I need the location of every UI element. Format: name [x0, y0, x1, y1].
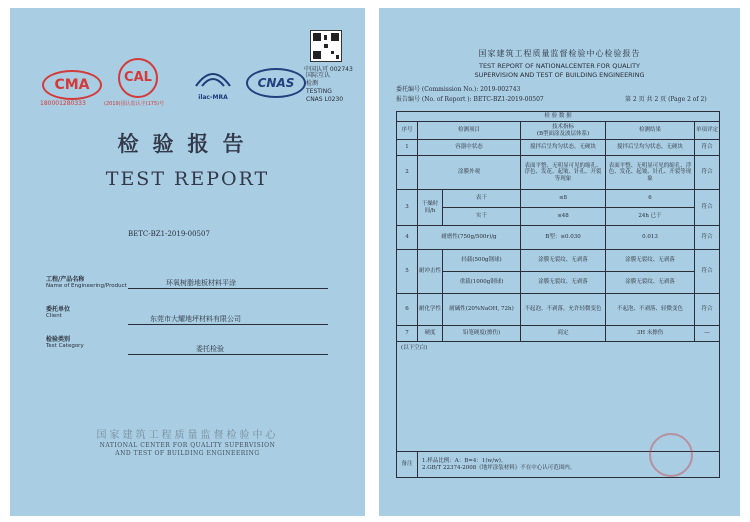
- report-number: BETC-BZ1-2019-00507: [128, 230, 210, 238]
- field-test-category-value: 委托检验: [196, 345, 224, 353]
- official-seal-stamp: [649, 433, 693, 477]
- center-name-cn: 国家建筑工程质量监督检验中心: [96, 430, 279, 441]
- table-row: 7 硬度 铅笔硬度(擦伤) 商定 3H 未擦伤 —: [397, 326, 720, 342]
- col-item: 检测项目: [418, 122, 521, 140]
- center-name-en-line1: NATIONAL CENTER FOR QUALITY SUPERVISION: [99, 442, 276, 449]
- accreditation-cert-number: 中国认可 002743: [304, 66, 353, 73]
- page-indicator: 第 2 页 共 2 页 (Page 2 of 2): [625, 96, 707, 103]
- report-data-page: [379, 8, 740, 516]
- center-name-en-line2: AND TEST OF BUILDING ENGINEERING: [115, 450, 260, 457]
- qr-code: [310, 30, 342, 62]
- report-title-en: TEST REPORT: [105, 168, 270, 190]
- cal-caption: (2019)国认监认字(175)号: [104, 101, 165, 107]
- field-client: 委托单位 Client 东莞市大耀地坪材料有限公司: [46, 304, 336, 319]
- report-cover-page: [10, 8, 365, 516]
- table-row: 重载(1000g钢球) 涂膜无裂纹、无剥落 涂膜无裂纹、无剥落: [397, 272, 720, 294]
- col-no: 序号: [397, 122, 418, 140]
- col-result: 检测结果: [606, 122, 695, 140]
- remarks-row: 备注 1.样品比例：A：B=4：1(w/w)。 2.GB/T 22374-2008《地坪涂装材料》不在中心认可范围内。: [397, 452, 720, 478]
- cma-number: 180001280333: [40, 100, 86, 107]
- field-test-category: 检验类别 Test Category 委托检验: [46, 334, 336, 349]
- blank-section-row: (以下空白): [397, 342, 720, 452]
- report-header-en-line1: TEST REPORT OF NATIONALCENTER FOR QUALITY: [478, 62, 641, 70]
- report-title-cn: 检验报告: [117, 131, 258, 156]
- report-header-cn: 国家建筑工程质量监督检验中心检验报告: [478, 49, 641, 58]
- table-row: 3 干燥时间/h 表干 ≤8 6 符合: [397, 190, 720, 208]
- table-row: 2 涂膜外观 表面平整、无明显可见的缩孔、浮色、发花、起皱、针孔、开裂等现象 表面平整、无明显可见的缩孔、浮色、发花、起皱、针孔、开裂等现象 符合: [397, 156, 720, 190]
- col-spec: 技术指标 (B型面涂及波层体系): [521, 122, 606, 140]
- col-verdict: 单项评定: [695, 122, 720, 140]
- cnas-logo: CNAS: [246, 68, 306, 98]
- table-row: 4 耐磨性(750g/500r)/g B型：≤0.030 0.013 符合: [397, 226, 720, 250]
- cal-logo: CAL: [118, 58, 158, 98]
- ilac-mra-logo: ilac-MRA: [192, 68, 234, 98]
- accreditation-text: 国际互认 检测 TESTING CNAS L0230: [306, 72, 344, 103]
- field-product-value: 环氧树脂地板材料平涂: [166, 279, 236, 287]
- field-client-value: 东莞市大耀地坪材料有限公司: [150, 315, 241, 323]
- table-header-row: [397, 122, 720, 140]
- table-row: 6 耐化学性 耐碱性(20%NaOH, 72h) 不起泡、不剥落，允许轻微变色 不起泡、不剥落、轻微变色 符合: [397, 294, 720, 326]
- test-data-table: [396, 111, 720, 478]
- table-row: 5 耐冲击性 轻载(500g钢球) 涂膜无裂纹、无剥落 涂膜无裂纹、无剥落 符合: [397, 250, 720, 272]
- commission-number: 委托编号 (Commission No.): 2019-002743: [396, 86, 521, 93]
- field-product: 工程/产品名称 Name of Engineering/Product 环氧树脂地板材料平涂: [46, 274, 336, 289]
- report-header-en-line2: SUPERVISION AND TEST OF BUILDING ENGINEERING: [474, 71, 645, 79]
- table-row: 实干 ≤48 24h 已干: [397, 208, 720, 226]
- table-row: 1 容器中状态 搅拌后呈均匀状态，无硬块 搅拌后呈均匀状态，无硬块 符合: [397, 140, 720, 156]
- report-number: 报告编号 (No. of Report ): BETC-BZ1-2019-00507: [396, 96, 544, 103]
- table-title: 检 验 数 据: [397, 112, 720, 122]
- cma-logo: CMA: [42, 70, 102, 100]
